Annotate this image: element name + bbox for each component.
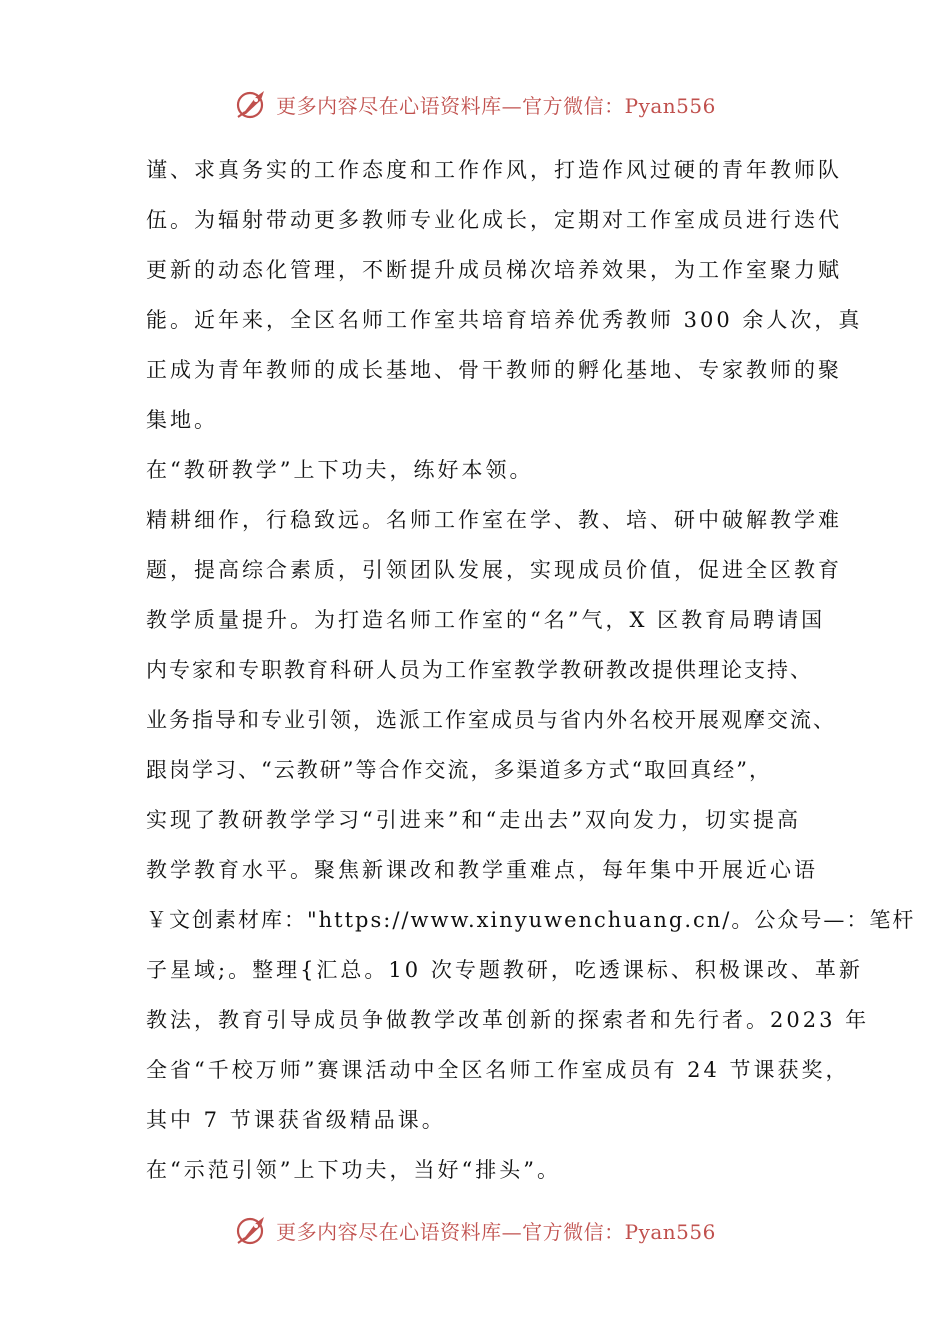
body-line: 教学质量提升。为打造名师工作室的“名”气，X 区教育局聘请国 — [146, 608, 826, 632]
body-line: 谨、求真务实的工作态度和工作作风，打造作风过硬的青年教师队 — [146, 158, 842, 182]
body-line: 正成为青年教师的成长基地、骨干教师的孵化基地、专家教师的聚 — [146, 358, 842, 382]
body-line: 集地。 — [146, 408, 218, 432]
section-heading: 在“教研教学”上下功夫，练好本领。 — [146, 458, 534, 482]
body-line: 实现了教研教学学习“引进来”和“走出去”双向发力，切实提高 — [146, 808, 801, 832]
body-line: 子星域;。整理{汇总。10 次专题教研，吃透课标、积极课改、革新 — [146, 958, 863, 982]
body-line: 伍。为辐射带动更多教师专业化成长，定期对工作室成员进行迭代 — [146, 208, 842, 232]
body-line: 精耕细作，行稳致远。名师工作室在学、教、培、研中破解教学难 — [146, 508, 842, 532]
footer-watermark — [0, 1210, 950, 1250]
document-body — [146, 150, 916, 1200]
body-line: 全省“千校万师”赛课活动中全区名师工作室成员有 24 节课获奖， — [146, 1058, 850, 1082]
body-line: 业务指导和专业引领，选派工作室成员与省内外名校开展观摩交流、 — [146, 708, 836, 732]
body-line: 题，提高综合素质，引领团队发展，实现成员价值，促进全区教育 — [146, 558, 842, 582]
pen-nib-circle-icon — [234, 87, 270, 121]
pen-nib-circle-icon — [234, 1213, 270, 1247]
body-line: ￥文创素材库："https://www.xinyuwenchuang.cn/。公众号—：笔杆 — [146, 908, 916, 932]
body-line: 教法，教育引导成员争做教学改革创新的探索者和先行者。2023 年 — [146, 1008, 870, 1032]
section-heading: 在“示范引领”上下功夫，当好“排头”。 — [146, 1158, 561, 1182]
header-watermark-text: 更多内容尽在心语资料库—官方微信：Pyan556 — [276, 93, 716, 118]
body-line: 跟岗学习、“云教研”等合作交流，多渠道多方式“取回真经”， — [146, 758, 772, 782]
header-watermark — [0, 84, 950, 124]
footer-watermark-text: 更多内容尽在心语资料库—官方微信：Pyan556 — [276, 1219, 716, 1244]
body-line: 更新的动态化管理，不断提升成员梯次培养效果，为工作室聚力赋 — [146, 258, 842, 282]
body-line: 其中 7 节课获省级精品课。 — [146, 1108, 446, 1132]
body-line: 能。近年来，全区名师工作室共培育培养优秀教师 300 余人次，真 — [146, 308, 863, 332]
body-line: 教学教育水平。聚焦新课改和教学重难点，每年集中开展近心语 — [146, 858, 818, 882]
body-line: 内专家和专职教育科研人员为工作室教学教研教改提供理论支持、 — [146, 658, 813, 682]
